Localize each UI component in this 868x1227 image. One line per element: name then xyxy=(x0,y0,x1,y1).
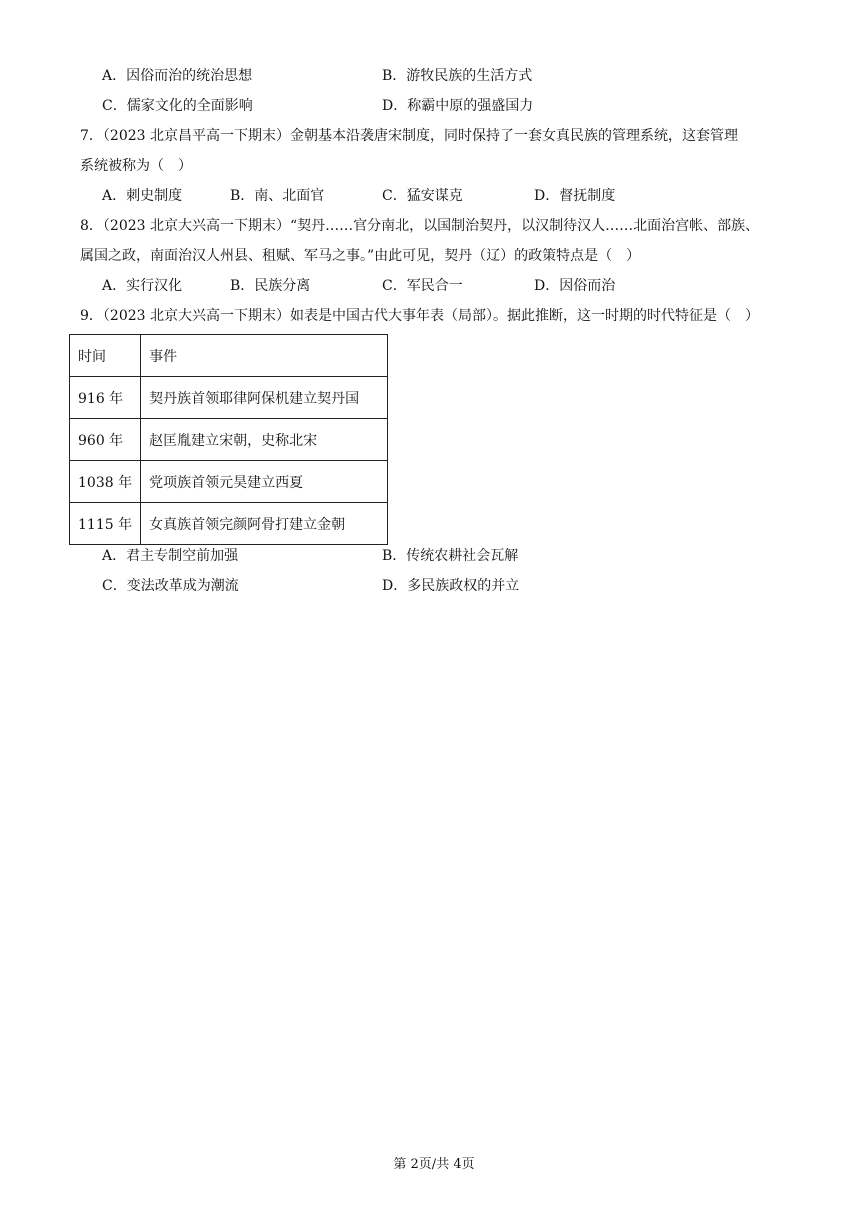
table-header-row xyxy=(70,335,388,377)
page-number-footer: 第 2页/共 4页 xyxy=(393,1157,475,1172)
table-header-event: 事件 xyxy=(141,335,388,377)
q9-option-b: B．传统农耕社会瓦解 xyxy=(382,548,519,564)
q8-stem-line1: 8．（2023 北京大兴高一下期末）“契丹……官分南北，以国制治契丹，以汉制待汉人……北面治宫帐、部族、 xyxy=(80,218,760,234)
q9-option-c: C．变法改革成为潮流 xyxy=(102,578,239,594)
q8-stem-line2: 属国之政，南面治汉人州县、租赋、军马之事。”由此可见，契丹（辽）的政策特点是（ ） xyxy=(80,248,641,264)
table-cell-event: 女真族首领完颜阿骨打建立金朝 xyxy=(141,503,388,545)
table-cell-event: 党项族首领元昊建立西夏 xyxy=(141,461,388,503)
q8-option-a: A．实行汉化 xyxy=(102,278,183,294)
q6-option-a: A．因俗而治的统治思想 xyxy=(102,68,253,84)
table-row xyxy=(70,461,388,503)
q7-stem-line2: 系统被称为（ ） xyxy=(80,158,192,174)
q7-option-a: A．刺史制度 xyxy=(102,188,183,204)
q9-option-a: A．君主专制空前加强 xyxy=(102,548,239,564)
q7-stem-line1: 7．（2023 北京昌平高一下期末）金朝基本沿袭唐宋制度，同时保持了一套女真民族的管理系统，这套管理 xyxy=(80,128,738,144)
q8-option-b: B．民族分离 xyxy=(230,278,311,294)
q7-option-c: C．猛安谋克 xyxy=(382,188,463,204)
table-header-time: 时间 xyxy=(70,335,141,377)
q9-stem-line1: 9．（2023 北京大兴高一下期末）如表是中国古代大事年表（局部）。据此推断，这一时期的时代特征是（ ） xyxy=(80,308,759,324)
q9-option-d: D．多民族政权的并立 xyxy=(382,578,520,594)
q6-option-d: D．称霸中原的强盛国力 xyxy=(382,98,534,114)
table-cell-event: 契丹族首领耶律阿保机建立契丹国 xyxy=(141,377,388,419)
event-timeline-table xyxy=(69,334,388,545)
table-row xyxy=(70,419,388,461)
table-cell-year: 1038 年 xyxy=(70,461,141,503)
table-row xyxy=(70,503,388,545)
q7-option-d: D．督抚制度 xyxy=(534,188,616,204)
q7-option-b: B．南、北面官 xyxy=(230,188,325,204)
table-cell-year: 1115 年 xyxy=(70,503,141,545)
q6-option-c: C．儒家文化的全面影响 xyxy=(102,98,253,114)
q6-option-b: B．游牧民族的生活方式 xyxy=(382,68,533,84)
q8-option-c: C．军民合一 xyxy=(382,278,463,294)
table-cell-year: 960 年 xyxy=(70,419,141,461)
table-row xyxy=(70,377,388,419)
q8-option-d: D．因俗而治 xyxy=(534,278,616,294)
table-cell-event: 赵匡胤建立宋朝，史称北宋 xyxy=(141,419,388,461)
table-cell-year: 916 年 xyxy=(70,377,141,419)
